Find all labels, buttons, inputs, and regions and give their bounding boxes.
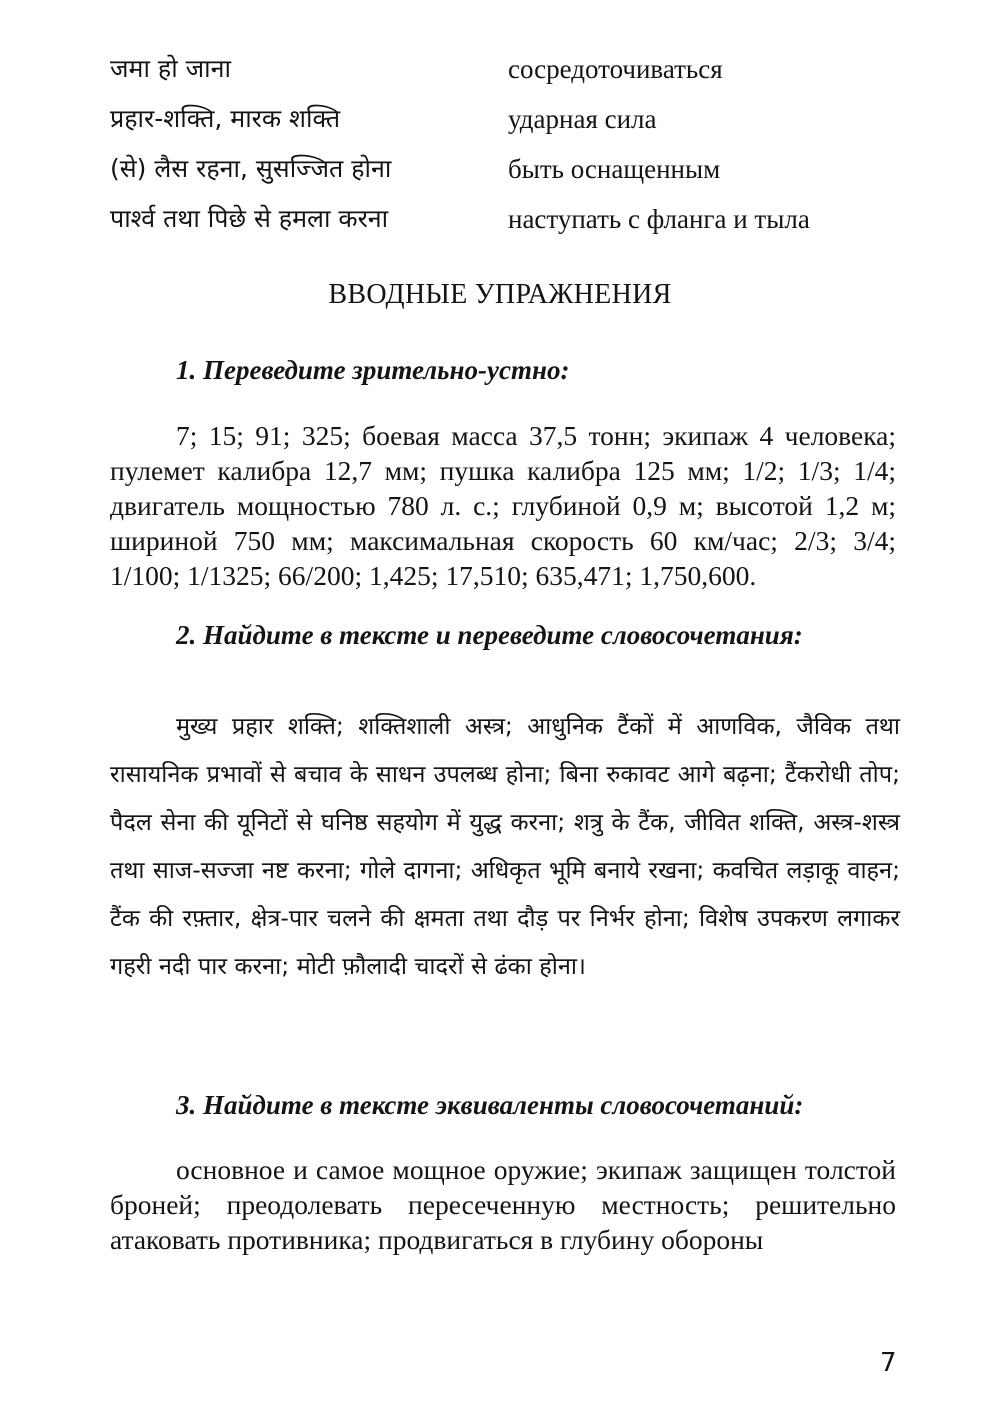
russian-translation: ударная сила	[508, 104, 657, 134]
russian-translation: быть оснащенным	[508, 154, 721, 184]
russian-translation: сосредоточиваться	[508, 54, 723, 84]
hindi-term: (से) लैस रहना, सुसज्जित होना	[110, 154, 392, 183]
russian-translation: наступать с фланга и тыла	[508, 204, 810, 234]
exercise-2-text: मुख्य प्रहार शक्ति; शक्तिशाली अस्त्र; आधुनिक टैंकों में आणविक, जैविक तथा रासायनिक प्रभावों से बचाव के साधन उपलब्ध होना; बिना रुकावट आगे बढ़ना; टैंकरोधी तोप; पैदल सेना की यूनिटों से घनिष्ठ सहयोग में युद्ध करना; शत्रु के टैंक, जीवित शक्ति, अस्त्र-शस्त्र तथा साज-सज्जा नष्ट करना; गोले दागना; अधिकृत भूमि बनाये रखना; कवचित लड़ाकू वाहन; टैंक की रफ़्तार, क्षेत्र-पार चलने की क्षमता तथा दौड़ पर निर्भर होना; विशेष उपकरण लगाकर गहरी नदी पार करना; मोटी फ़ौलादी चादरों से ढंका होना।	[110, 712, 900, 980]
hindi-term: पार्श्व तथा पिछे से हमला करना	[110, 204, 389, 233]
section-title: ВВОДНЫЕ УПРАЖНЕНИЯ	[328, 279, 672, 310]
hindi-term: प्रहार-शक्ति, मारक शक्ति	[110, 104, 341, 133]
exercise-3-title: 3. Найдите в тексте эквиваленты словосочетаний:	[176, 1090, 804, 1120]
exercise-1-title: 1. Переведите зрительно-устно:	[176, 355, 570, 385]
exercise-2-title: 2. Найдите в тексте и переведите словосочетания:	[176, 620, 803, 650]
vocabulary-row	[110, 196, 910, 246]
vocabulary-row	[110, 46, 910, 96]
hindi-term: जमा हो जाना	[110, 54, 231, 83]
vocabulary-row	[110, 146, 910, 196]
vocabulary-row	[110, 96, 910, 146]
page-number: 7	[880, 1348, 897, 1378]
exercise-3-text: основное и самое мощное оружие; экипаж защищен толстой броней; преодолевать пересеченную местность; решительно атаковать противника; продвигаться в глубину обороны	[110, 1154, 896, 1255]
vocabulary-list	[110, 46, 910, 246]
exercise-1-text: 7; 15; 91; 325; боевая масса 37,5 тонн; экипаж 4 человека; пулемет калибра 12,7 мм; пушка калибра 125 мм; 1/2; 1/3; 1/4; двигатель мощностью 780 л. с.; глубиной 0,9 м; высотой 1,2 м; шириной 750 мм; максимальная скорость 60 км/час; 2/3; 3/4; 1/100; 1/1325; 66/200; 1,425; 17,510; 635,471; 1,750,600.	[110, 420, 896, 591]
